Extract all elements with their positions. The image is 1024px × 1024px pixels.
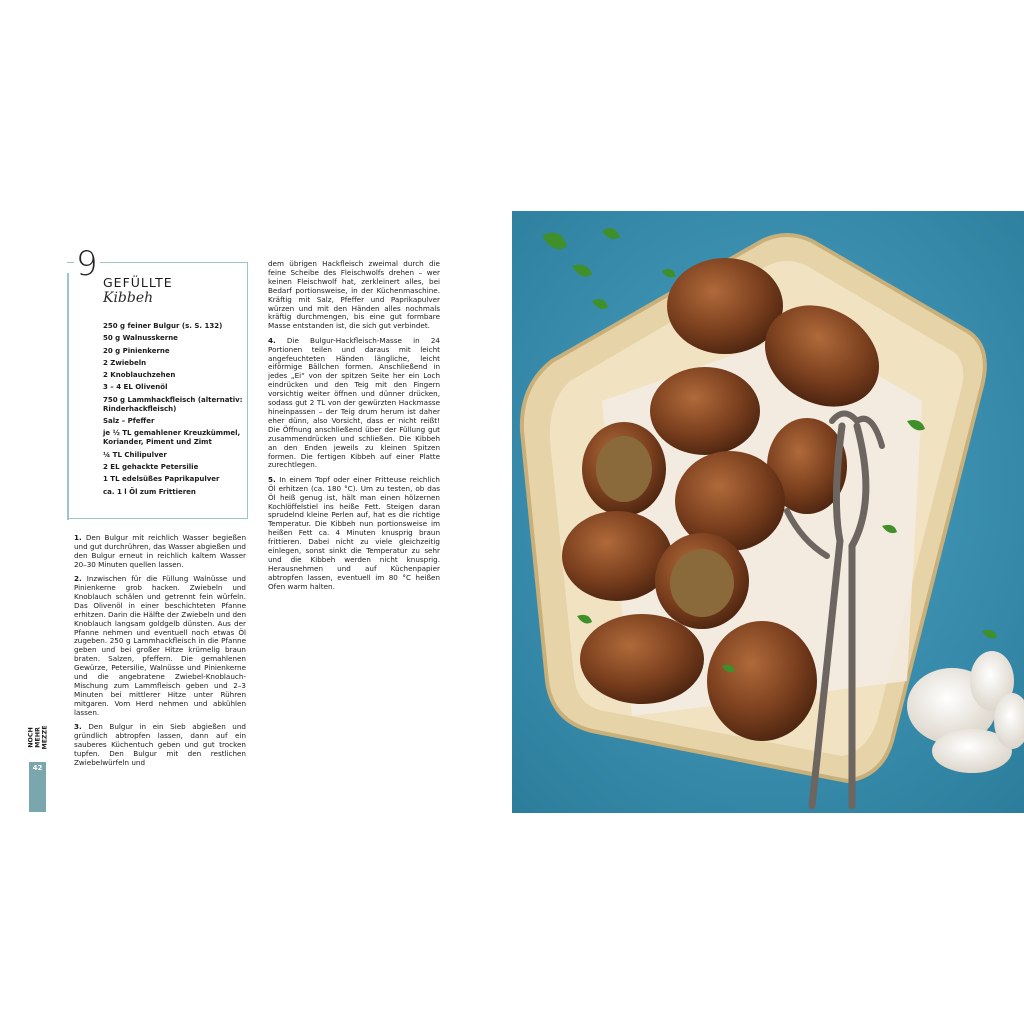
step-1 [74, 534, 246, 570]
kibbeh-photo [512, 211, 1024, 813]
step-text: Den Bulgur in ein Sieb abgießen und gründlich abtropfen lassen, dann auf ein sauberes Küchentuch geben und gut trocken tupfen. Den Bulgur mit den restlichen Zwiebelwürfeln und [74, 722, 246, 767]
step-text: Inzwischen für die Füllung Walnüsse und Pinienkerne grob hacken. Zwiebeln und Knoblauch schälen und getrennt fein würfeln. Das Olivenöl in einer beschichteten Pfanne erhitzen. Darin die Hälfte der Zwiebeln und den Knoblauch langsam goldgelb dünsten. Aus der Pfanne nehmen und eventuell noch etwas Öl zugeben. 250 g Lammhackfleisch in die Pfanne geben und bei großer Hitze krümelig braun braten. Salzen, pfeffern. Die gemahlenen Gewürze, Petersilie, Walnüsse und Pinienkerne und die angebratene Zwiebel-Knoblauch-Mischung zum Lammfleisch geben und 2–3 Minuten bei mittlerer Hitze unter Rühren mitgaren. Vom Herd nehmen und abkühlen lassen. [74, 574, 246, 717]
step-number: 5. [268, 474, 276, 484]
ingredient-item: 1 TL edelsüßes Paprikapulver [103, 475, 220, 484]
ingredient-item: 2 EL gehackte Petersilie [103, 462, 199, 471]
step-4 [268, 337, 440, 471]
kibbeh-ball [650, 367, 760, 455]
ingredient-item: ¼ TL Chilipulver [103, 450, 167, 459]
step-number: 2. [74, 574, 82, 584]
step-3 [74, 723, 246, 768]
recipe-number: 9 [76, 244, 98, 284]
ingredient-item: je ½ TL gemahlener Kreuzkümmel, Koriander, Piment und Zimt [103, 429, 241, 447]
recipe-subtitle: Kibbeh [103, 290, 154, 306]
kibbeh-photo-illustration [512, 211, 1024, 813]
step-text: Den Bulgur mit reichlich Wasser begießen und gut durchrühren, das Wasser abgießen und den Bulgur erneut in reichlich kaltem Wasser 20–30 Minuten quellen lassen. [74, 533, 246, 569]
ingredient-item: 20 g Pinienkerne [103, 346, 170, 355]
step-number: 1. [74, 533, 82, 542]
step-number: 4. [268, 335, 276, 345]
ingredient-list [103, 322, 243, 500]
step-text: In einem Topf oder einer Fritteuse reichlich Öl erhitzen (ca. 180 °C). Um zu testen, ob das Öl heiß genug ist, hält man einen hölzernen Kochlöffelstiel ins heiße Fett. Steigen daran sprudelnd kleine Perlen auf, hat es die richtige Temperatur. Die Kibbeh nun portionsweise im heißen Fett ca. 4 Minuten knusprig braun frittieren. Dabei nicht zu viele gleichzeitig einlegen, sonst sinkt die Temperatur zu sehr und die Kibbeh werden nicht knusprig. Herausnehmen und auf Küchenpapier abtropfen lassen, eventuell im 80 °C heißen Ofen warm halten. [268, 474, 440, 591]
kibbeh-filling [670, 549, 734, 617]
kibbeh-ball [707, 621, 817, 741]
ingredient-item: 750 g Lammhackfleisch (alternativ: Rinderhackfleisch) [103, 395, 243, 413]
step-5 [268, 476, 440, 592]
ingredient-item: 2 Knoblauchzehen [103, 371, 176, 380]
step-3-continued: dem übrigen Hackfleisch zweimal durch die feine Scheibe des Fleischwolfs drehen – wer keinen Fleischwolf hat, zerkleinert alles, bei Bedarf portionsweise, in der Küchenmaschine. Kräftig mit Salz, Pfeffer und Paprikapulver würzen und mit den Händen alles nochmals kräftig durchmengen, bis eine gut formbare Masse entstanden ist, die sich gut verbindet. [268, 259, 440, 331]
section-tab-label: NOCH MEHR MEZZE [27, 724, 49, 750]
kibbeh-ball [580, 614, 704, 704]
ingredient-item: ca. 1 l Öl zum Frittieren [103, 487, 196, 496]
step-text: Die Bulgur-Hackfleisch-Masse in 24 Portionen teilen und daraus mit leicht angefeuchteten Händen längliche, leicht eiförmige Bällchen formen. Anschließend in jedes „Ei“ von der spitzen Seite her ein Loch eindrücken und den Teig mit den Fingern vorsichtig weiter öffnen und dünner drücken, sodass gut 2 TL von der gewürzten Hackmasse hineinpassen – der Teig drum herum ist daher eher dünn, also Vorsicht, dass er nicht reißt! Die Öffnung anschließend über der Füllung gut zusammendrücken und schließen. Die Kibbeh an den Enden jeweils zu kleinen Spitzen formen. Die fertigen Kibbeh auf einer Platte zurechtlegen. [268, 335, 440, 470]
instructions-column-left [74, 534, 246, 773]
step-2 [74, 575, 246, 718]
recipe-title: GEFÜLLTE [103, 275, 173, 290]
kibbeh-filling [596, 436, 652, 502]
instructions-column-right [268, 260, 440, 597]
ingredient-item: 50 g Walnusskerne [103, 334, 178, 343]
step-number: 3. [74, 722, 82, 732]
ingredient-item: Salz – Pfeffer [103, 417, 155, 426]
section-tab [27, 712, 49, 762]
page-number: 42 [32, 764, 43, 772]
ingredient-item: 2 Zwiebeln [103, 358, 147, 367]
ingredient-item: 3 – 4 EL Olivenöl [103, 383, 168, 392]
ingredient-item: 250 g feiner Bulgur (s. S. 132) [103, 322, 223, 330]
